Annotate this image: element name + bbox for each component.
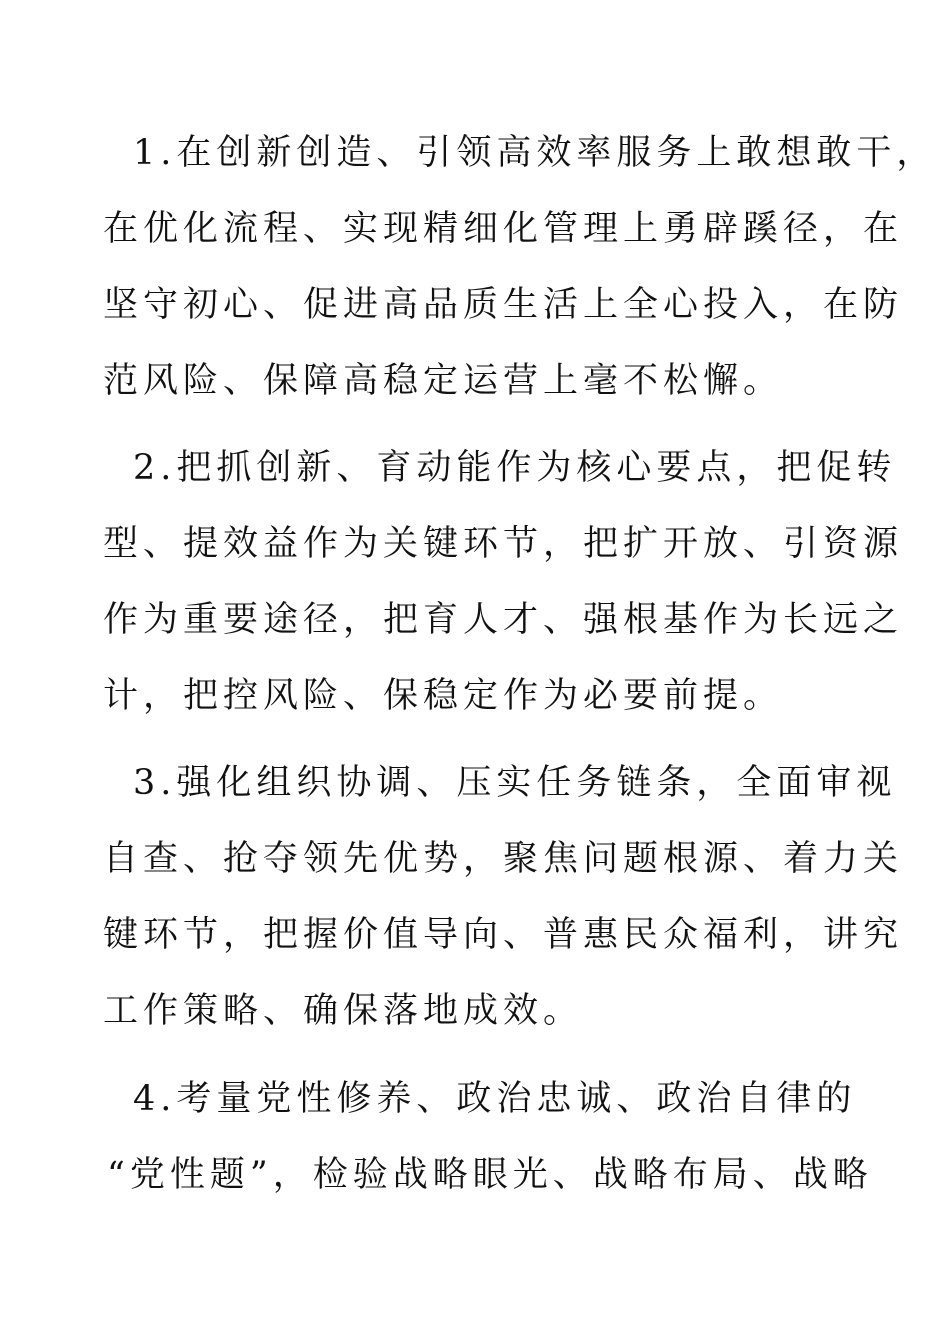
paragraph-line: 型、提效益作为关键环节，把扩开放、引资源 — [103, 524, 904, 564]
paragraph-line: 工作策略、确保落地成效。 — [103, 991, 584, 1031]
paragraph-3 — [103, 745, 904, 1049]
paragraph-line: 3.强化组织协调、压实任务链条，全面审视 — [133, 763, 897, 803]
paragraph-2 — [103, 430, 904, 734]
paragraph-line: 4.考量党性修养、政治忠诚、政治自律的 — [133, 1079, 857, 1119]
paragraph-1 — [103, 115, 937, 419]
paragraph-line: 自查、抢夺领先优势，聚焦问题根源、着力关 — [103, 839, 904, 879]
paragraph-line: 2.把抓创新、育动能作为核心要点，把促转 — [133, 448, 897, 488]
paragraph-line: 键环节，把握价值导向、普惠民众福利，讲究 — [103, 915, 904, 955]
paragraph-line: “党性题”，检验战略眼光、战略布局、战略 — [107, 1155, 873, 1195]
paragraph-line: 范风险、保障高稳定运营上毫不松懈。 — [103, 361, 784, 401]
paragraph-line: 1.在创新创造、引领高效率服务上敢想敢干， — [133, 133, 937, 173]
paragraph-line: 计，把控风险、保稳定作为必要前提。 — [103, 676, 784, 716]
paragraph-line: 在优化流程、实现精细化管理上勇辟蹊径，在 — [103, 209, 904, 249]
paragraph-line: 坚守初心、促进高品质生活上全心投入，在防 — [103, 285, 904, 325]
paragraph-line: 作为重要途径，把育人才、强根基作为长远之 — [103, 600, 904, 640]
paragraph-4 — [103, 1061, 873, 1213]
